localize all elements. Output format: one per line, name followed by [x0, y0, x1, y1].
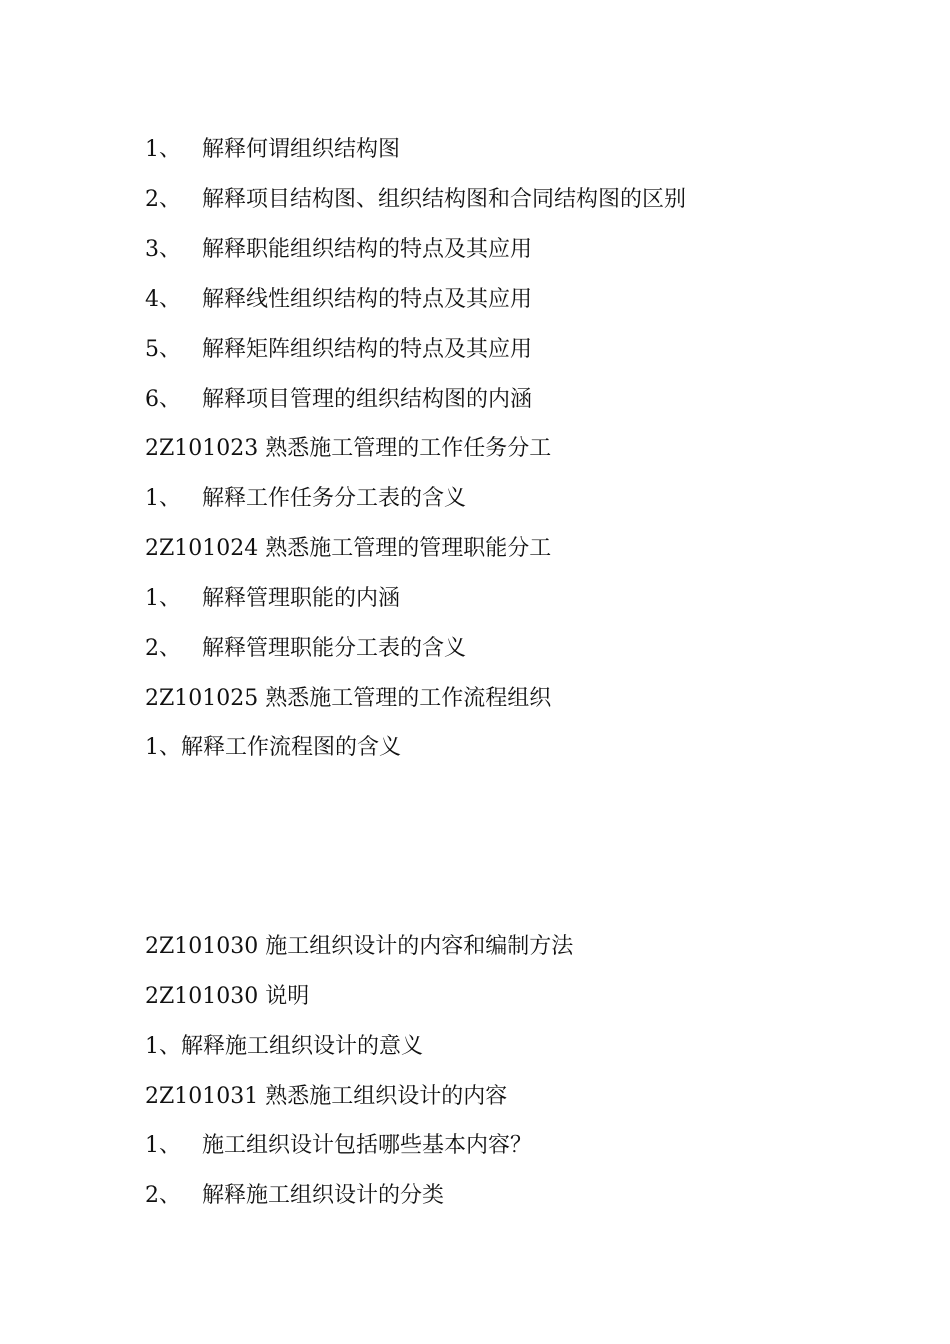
section-heading — [145, 1082, 507, 1112]
item-number: 1、 — [145, 137, 181, 162]
item-text: 解释何谓组织结构图 — [202, 137, 401, 162]
section-heading — [145, 932, 573, 962]
item-text: 解释项目结构图、组织结构图和合同结构图的区别 — [202, 187, 687, 212]
item-text: 解释施工组织设计的分类 — [202, 1183, 445, 1208]
section-heading — [145, 534, 551, 564]
item-number: 2、 — [145, 1183, 181, 1208]
item-number: 1、 — [145, 1133, 181, 1158]
item-text: 施工组织设计包括哪些基本内容？ — [202, 1133, 533, 1158]
item-number: 4、 — [145, 287, 181, 312]
list-item — [145, 584, 400, 614]
list-item — [145, 733, 401, 763]
heading-text: 2Z101025 熟悉施工管理的工作流程组织 — [145, 686, 552, 711]
item-text: 解释矩阵组织结构的特点及其应用 — [202, 337, 533, 362]
section-heading — [145, 434, 551, 464]
item-number: 1、 — [145, 486, 181, 511]
list-item — [145, 385, 532, 415]
heading-text: 2Z101023 熟悉施工管理的工作任务分工 — [145, 436, 552, 461]
item-number: 1、 — [145, 1034, 181, 1059]
item-text: 解释管理职能分工表的含义 — [202, 636, 467, 661]
item-number: 2、 — [145, 187, 181, 212]
heading-text: 2Z101030 说明 — [145, 984, 310, 1009]
item-text: 解释施工组织设计的意义 — [181, 1034, 424, 1059]
item-text: 解释工作任务分工表的含义 — [202, 486, 467, 511]
item-number: 1、 — [145, 735, 181, 760]
item-number: 5、 — [145, 337, 181, 362]
item-number: 6、 — [145, 387, 181, 412]
list-item — [145, 484, 466, 514]
item-text: 解释项目管理的组织结构图的内涵 — [202, 387, 533, 412]
section-heading — [145, 684, 551, 714]
item-text: 解释管理职能的内涵 — [202, 586, 401, 611]
heading-text: 2Z101030 施工组织设计的内容和编制方法 — [145, 934, 574, 959]
list-item — [145, 1131, 532, 1161]
item-text: 解释工作流程图的含义 — [181, 735, 402, 760]
list-item — [145, 1181, 444, 1211]
section-heading — [145, 982, 309, 1012]
list-item — [145, 185, 686, 215]
heading-text: 2Z101024 熟悉施工管理的管理职能分工 — [145, 536, 552, 561]
item-number: 3、 — [145, 237, 181, 262]
item-number: 1、 — [145, 586, 181, 611]
list-item — [145, 1032, 423, 1062]
item-number: 2、 — [145, 636, 181, 661]
item-text: 解释职能组织结构的特点及其应用 — [202, 237, 533, 262]
heading-text: 2Z101031 熟悉施工组织设计的内容 — [145, 1084, 508, 1109]
list-item — [145, 285, 532, 315]
list-item — [145, 634, 466, 664]
list-item — [145, 235, 532, 265]
item-text: 解释线性组织结构的特点及其应用 — [202, 287, 533, 312]
list-item — [145, 335, 532, 365]
list-item — [145, 135, 400, 165]
